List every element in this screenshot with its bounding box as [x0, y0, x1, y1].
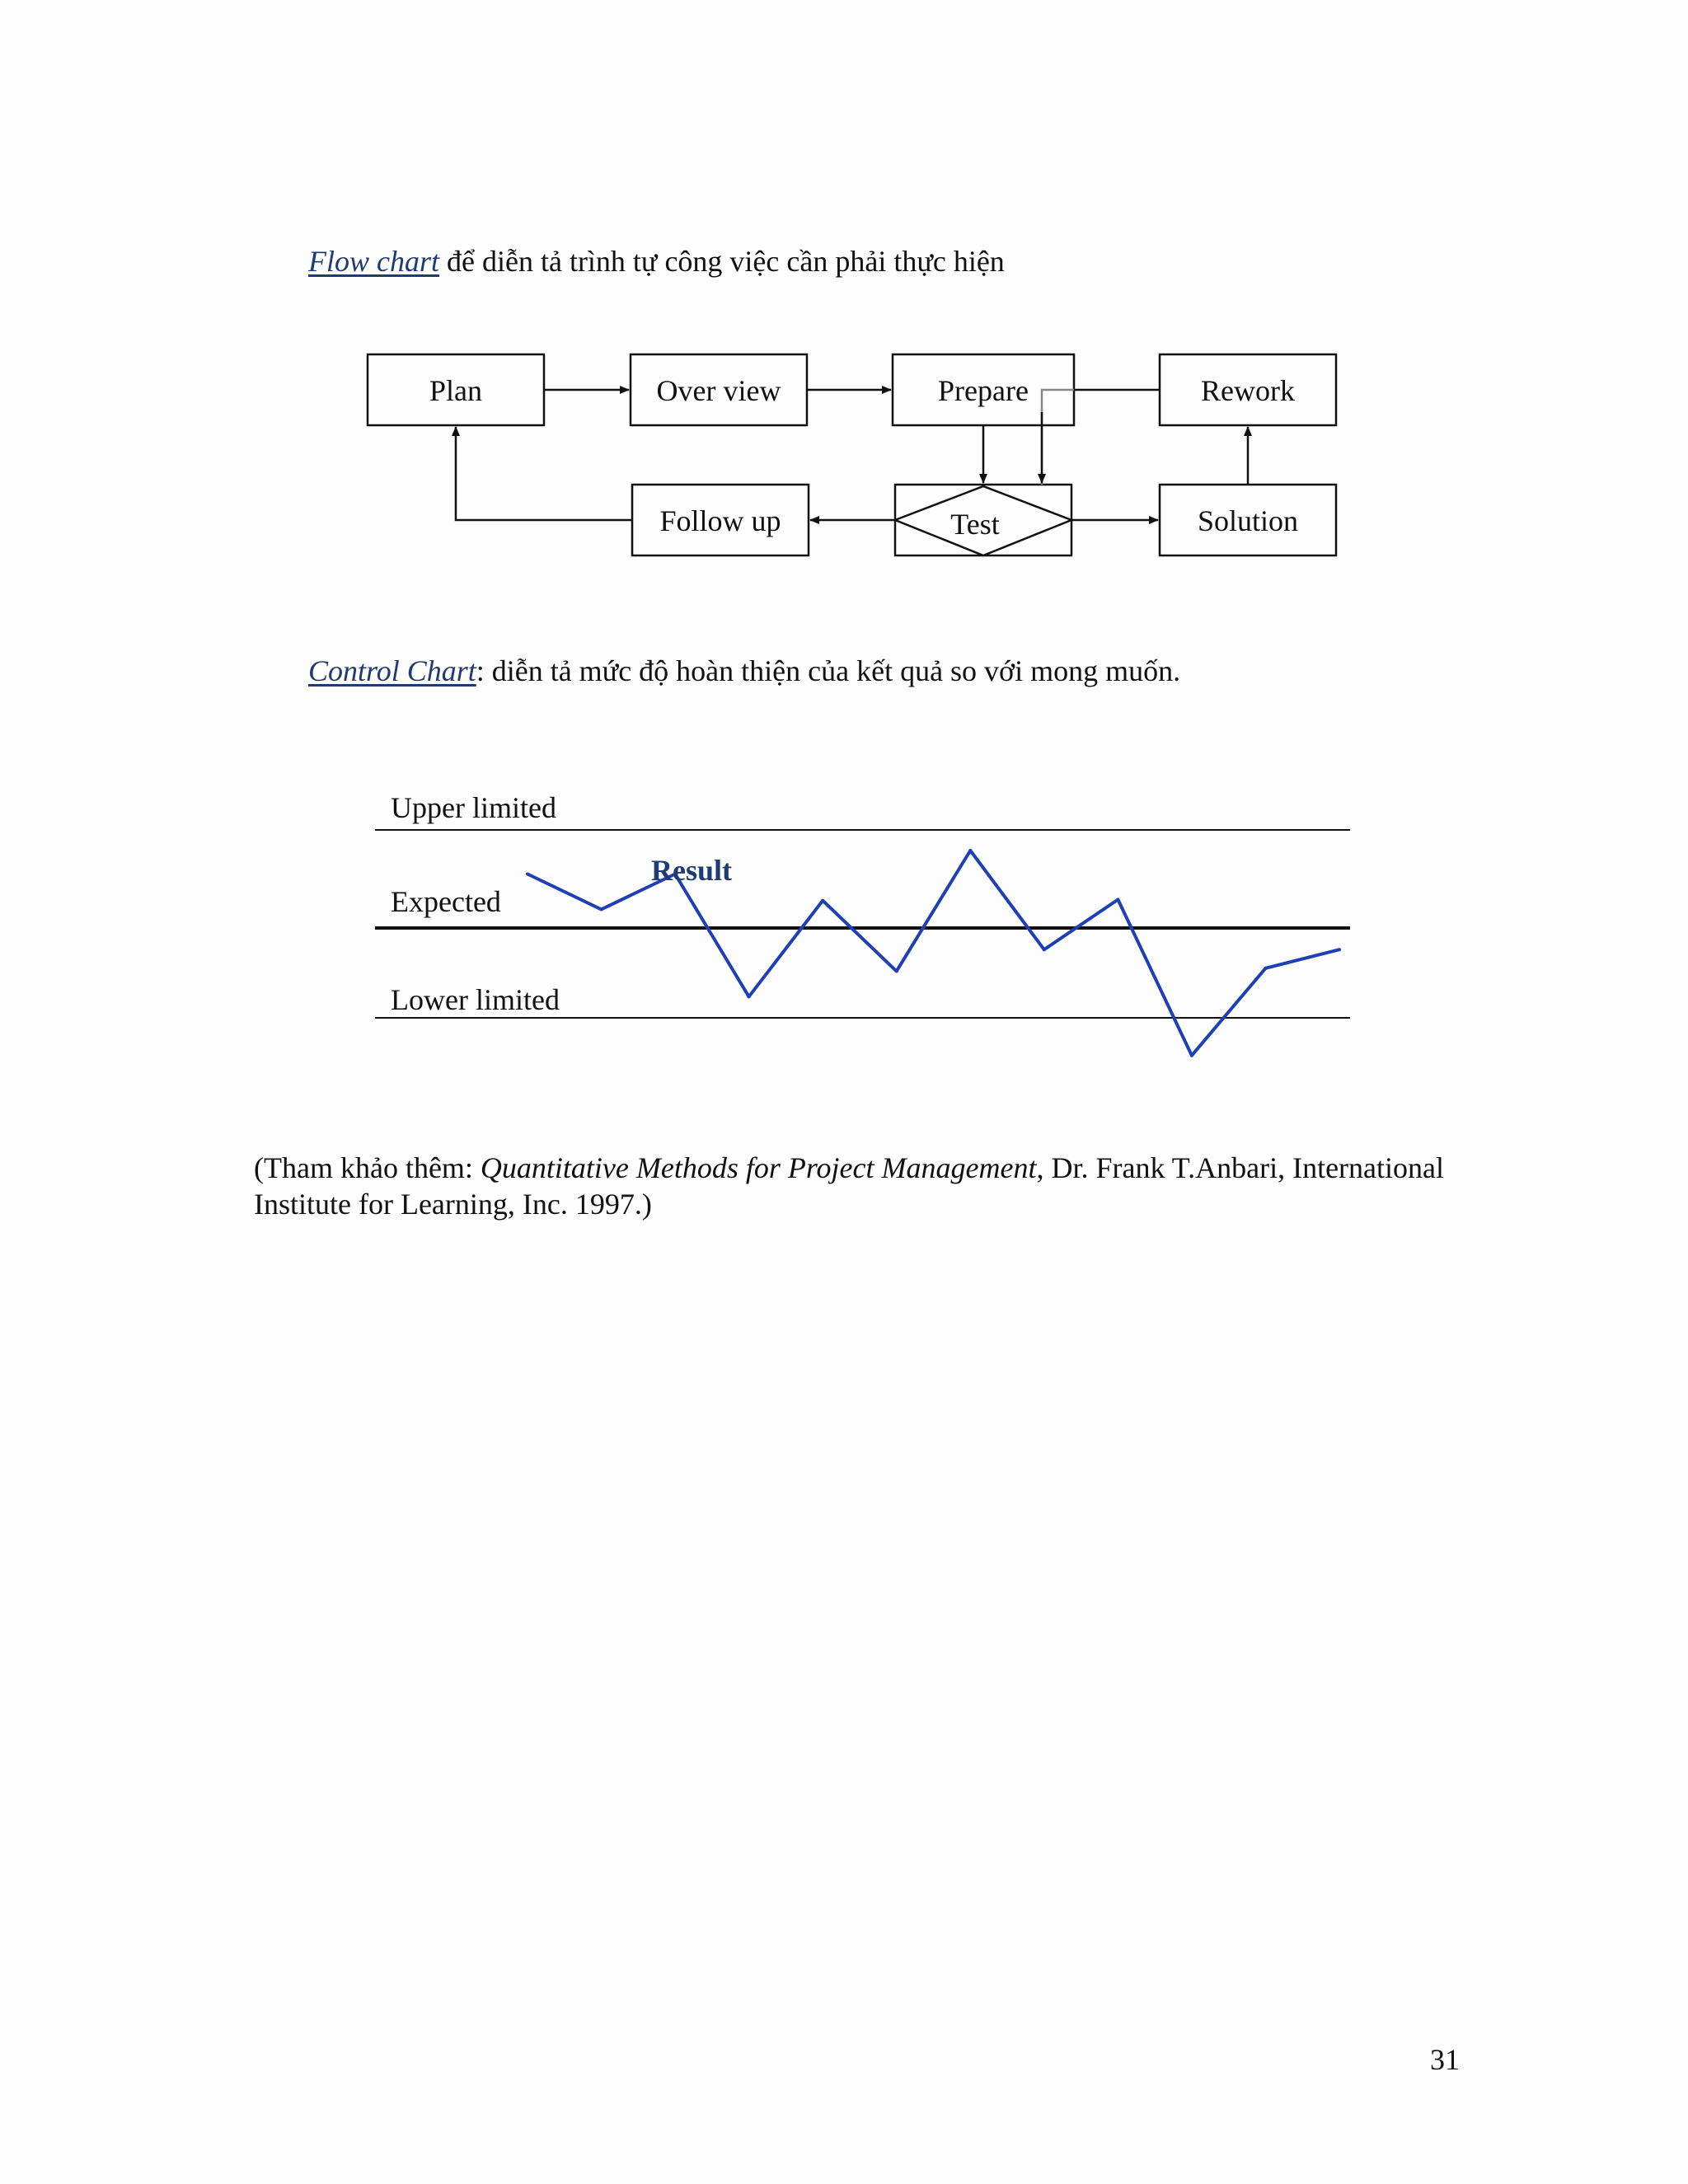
- control-chart-term[interactable]: Control Chart: [308, 654, 476, 687]
- result-point-8: [1043, 948, 1046, 951]
- result-label: Result: [651, 854, 732, 887]
- lower-limit-label: Lower limited: [391, 983, 560, 1016]
- result-point-11: [1264, 967, 1268, 970]
- reference-book-title: Quantitative Methods for Project Management: [480, 1151, 1037, 1184]
- plan-label: Plan: [429, 374, 483, 407]
- prepare-label: Prepare: [938, 374, 1029, 407]
- followup-label: Follow up: [659, 504, 781, 537]
- control-chart-intro: [308, 654, 1180, 688]
- result-series-line: [528, 851, 1339, 1056]
- result-point-10: [1190, 1054, 1193, 1057]
- flow-chart-description: để diễn tả trình tự công việc cần phải thực hiện: [439, 245, 1005, 278]
- test-label: Test: [950, 508, 1000, 541]
- result-point-4: [748, 995, 751, 998]
- result-point-7: [968, 849, 972, 852]
- control-chart: [375, 791, 1350, 1057]
- overview-label: Over view: [656, 374, 781, 407]
- result-point-1: [526, 873, 529, 876]
- reference-prefix: (Tham khảo thêm:: [254, 1151, 481, 1184]
- control-chart-description: : diễn tả mức độ hoàn thiện của kết quả so với mong muốn.: [476, 654, 1181, 687]
- result-point-6: [895, 969, 898, 972]
- rework-label: Rework: [1201, 374, 1295, 407]
- flowchart: [368, 354, 1336, 555]
- expected-label: Expected: [391, 885, 501, 918]
- upper-limit-label: Upper limited: [391, 791, 556, 824]
- flow-chart-term[interactable]: Flow chart: [308, 245, 439, 278]
- result-point-2: [600, 907, 603, 911]
- page-number: 31: [1430, 2043, 1460, 2076]
- loop-line-grey: [1042, 390, 1074, 485]
- reference-suffix: , Dr. Frank T.Anbari, International Institute for Learning, Inc. 1997.): [254, 1151, 1444, 1221]
- result-point-5: [821, 899, 824, 902]
- solution-label: Solution: [1197, 504, 1299, 537]
- arrow-followup-to-plan: [456, 427, 632, 520]
- reference-note: [254, 1150, 1457, 1222]
- result-point-12: [1338, 948, 1341, 951]
- result-point-9: [1116, 898, 1119, 902]
